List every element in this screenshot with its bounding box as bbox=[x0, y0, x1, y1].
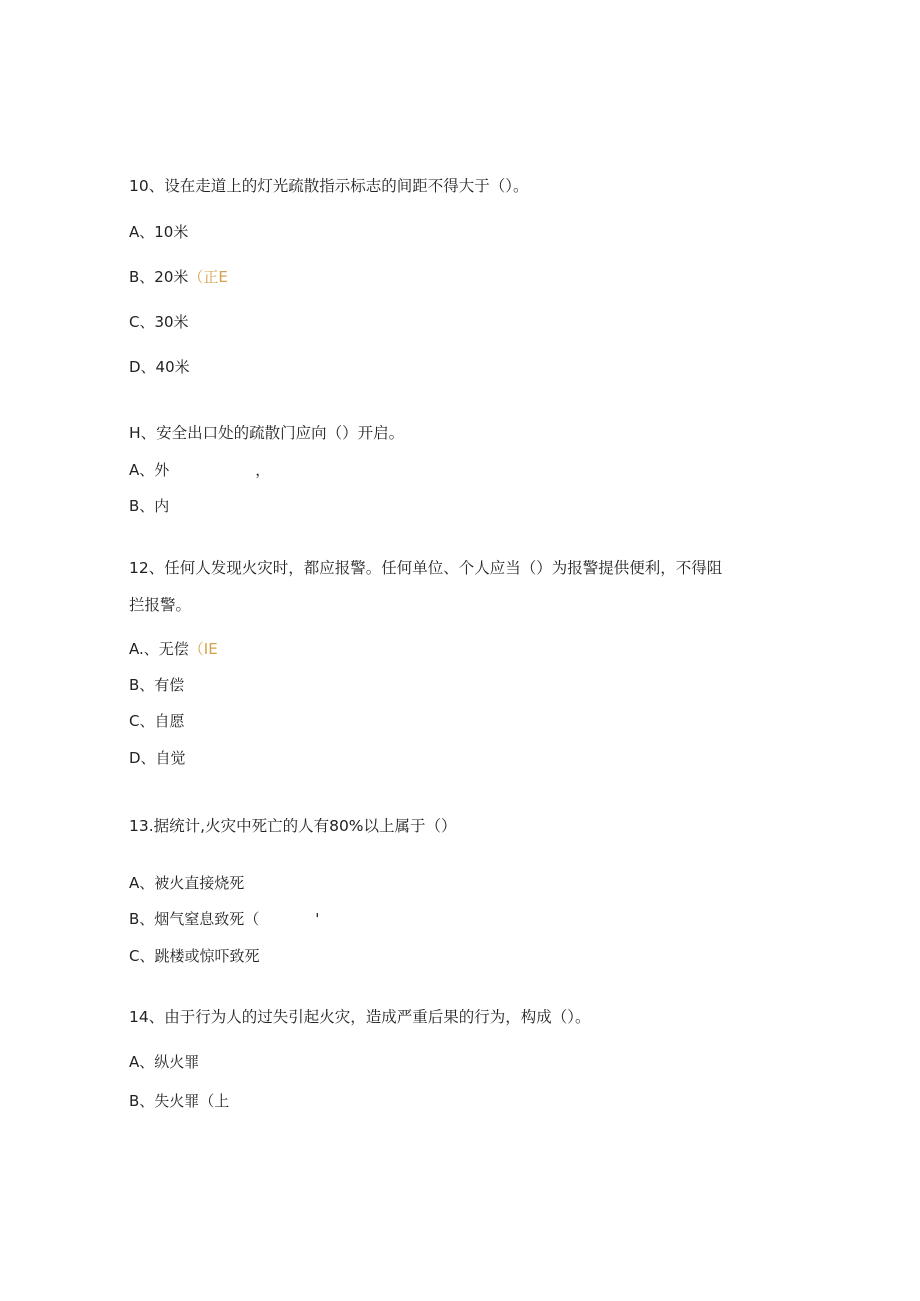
question-13-option-c: C、跳楼或惊吓致死 bbox=[129, 947, 260, 965]
question-13-option-b: B、烟气窒息致死（ ' bbox=[129, 910, 320, 928]
question-10-option-a: A、10米 bbox=[129, 223, 189, 241]
question-10-option-b: B、20米（正E bbox=[129, 268, 228, 286]
question-11-option-b: B、内 bbox=[129, 497, 170, 515]
question-11-option-a: A、外 ， bbox=[129, 461, 271, 479]
question-12-option-c: C、自愿 bbox=[129, 712, 185, 730]
question-12-option-b: B、有偿 bbox=[129, 676, 185, 694]
question-12-stem-continued: 拦报警。 bbox=[129, 596, 192, 614]
question-10-stem: 10、设在走道上的灯光疏散指示标志的间距不得大于（）。 bbox=[129, 177, 529, 195]
question-12-option-a: A.、无偿（IE bbox=[129, 640, 218, 658]
question-12-stem: 12、任何人发现火灾时，都应报警。任何单位、个人应当（）为报警提供便利，不得阻 bbox=[129, 559, 723, 577]
stray-mark: ， bbox=[255, 461, 271, 479]
question-14-option-b: B、失火罪（上 bbox=[129, 1092, 230, 1110]
answer-mark: （IE bbox=[188, 640, 218, 658]
question-10-option-d: D、40米 bbox=[129, 358, 190, 376]
question-14-stem: 14、由于行为人的过失引起火灾，造成严重后果的行为，构成（）。 bbox=[129, 1008, 591, 1026]
question-12-option-d: D、自觉 bbox=[129, 749, 186, 767]
stray-mark: ' bbox=[315, 910, 320, 928]
question-11-stem: H、安全出口处的疏散门应向（）开启。 bbox=[129, 424, 405, 442]
question-13-option-a: A、被火直接烧死 bbox=[129, 874, 245, 892]
question-14-option-a: A、纵火罪 bbox=[129, 1053, 200, 1071]
question-13-stem: 13.据统计,火灾中死亡的人有80%以上属于（） bbox=[129, 817, 457, 835]
question-10-option-c: C、30米 bbox=[129, 313, 189, 331]
answer-mark: （正E bbox=[188, 268, 228, 286]
